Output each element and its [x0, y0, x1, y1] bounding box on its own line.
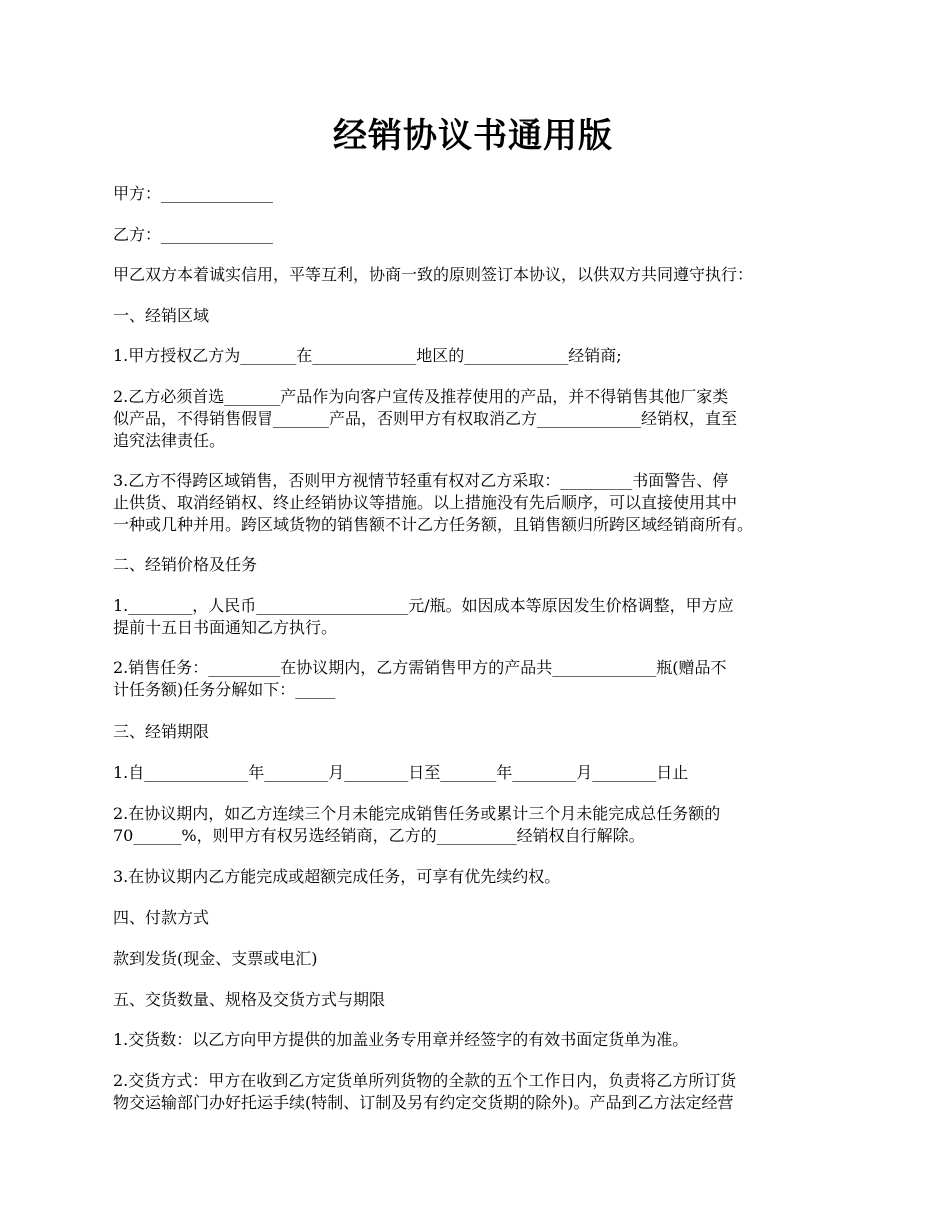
- clause-2-1: 1.________，人民币___________________元/瓶。如因成本等原因发生价格调整，甲方应 提前十五日书面通知乙方执行。: [113, 596, 734, 637]
- preamble-paragraph: 甲乙双方本着诚实信用，平等互利，协商一致的原则签订本协议，以供双方共同遵守执行：: [113, 265, 754, 284]
- party-a-line: 甲方：______________: [113, 184, 274, 203]
- clause-3-1: 1.自_____________年________月________日至_______年________月________日止: [113, 763, 689, 782]
- clause-2-2: 2.销售任务：_________在协议期内，乙方需销售甲方的产品共_____________瓶(赠品不 计任务额)任务分解如下：_____: [113, 658, 727, 699]
- clause-1-2: 2.乙方必须首选_______产品作为向客户宣传及推荐使用的产品，并不得销售其他厂家类 似产品，不得销售假冒_______产品，否则甲方有权取消乙方_____________经销权，直至 追究法律责任。: [113, 387, 738, 450]
- document-title: 经销协议书通用版: [333, 116, 613, 156]
- payment-method: 款到发货(现金、支票或电汇): [113, 949, 318, 968]
- clause-1-3: 3.乙方不得跨区域销售，否则甲方视情节轻重有权对乙方采取：_________书面警告、停 止供货、取消经销权、终止经销协议等措施。以上措施没有先后顺序，可以直接使用其中 一种或几种并用。跨区域货物的销售额不计乙方任务额，且销售额归所跨区域经销商所有。: [113, 471, 754, 534]
- clause-5-1: 1.交货数：以乙方向甲方提供的加盖业务专用章并经签字的有效书面定货单为准。: [113, 1030, 689, 1049]
- party-b-line: 乙方：______________: [113, 225, 274, 244]
- section-heading-2: 二、经销价格及任务: [113, 555, 258, 574]
- clause-1-1: 1.甲方授权乙方为_______在_____________地区的_____________经销商;: [113, 346, 622, 365]
- section-heading-3: 三、经销期限: [113, 722, 210, 741]
- section-heading-4: 四、付款方式: [113, 908, 210, 927]
- clause-3-2: 2.在协议期内，如乙方连续三个月未能完成销售任务或累计三个月未能完成总任务额的 70______%，则甲方有权另选经销商，乙方的__________经销权自行解除。: [113, 804, 721, 845]
- clause-5-2: 2.交货方式：甲方在收到乙方定货单所列货物的全款的五个工作日内，负责将乙方所订货 物交运输部门办好托运手续(特制、订制及另有约定交货期的除外)。产品到乙方法定经营: [113, 1071, 737, 1112]
- clause-3-3: 3.在协议期内乙方能完成或超额完成任务，可享有优先续约权。: [113, 867, 561, 886]
- section-heading-1: 一、经销区域: [113, 306, 210, 325]
- section-heading-5: 五、交货数量、规格及交货方式与期限: [113, 990, 386, 1009]
